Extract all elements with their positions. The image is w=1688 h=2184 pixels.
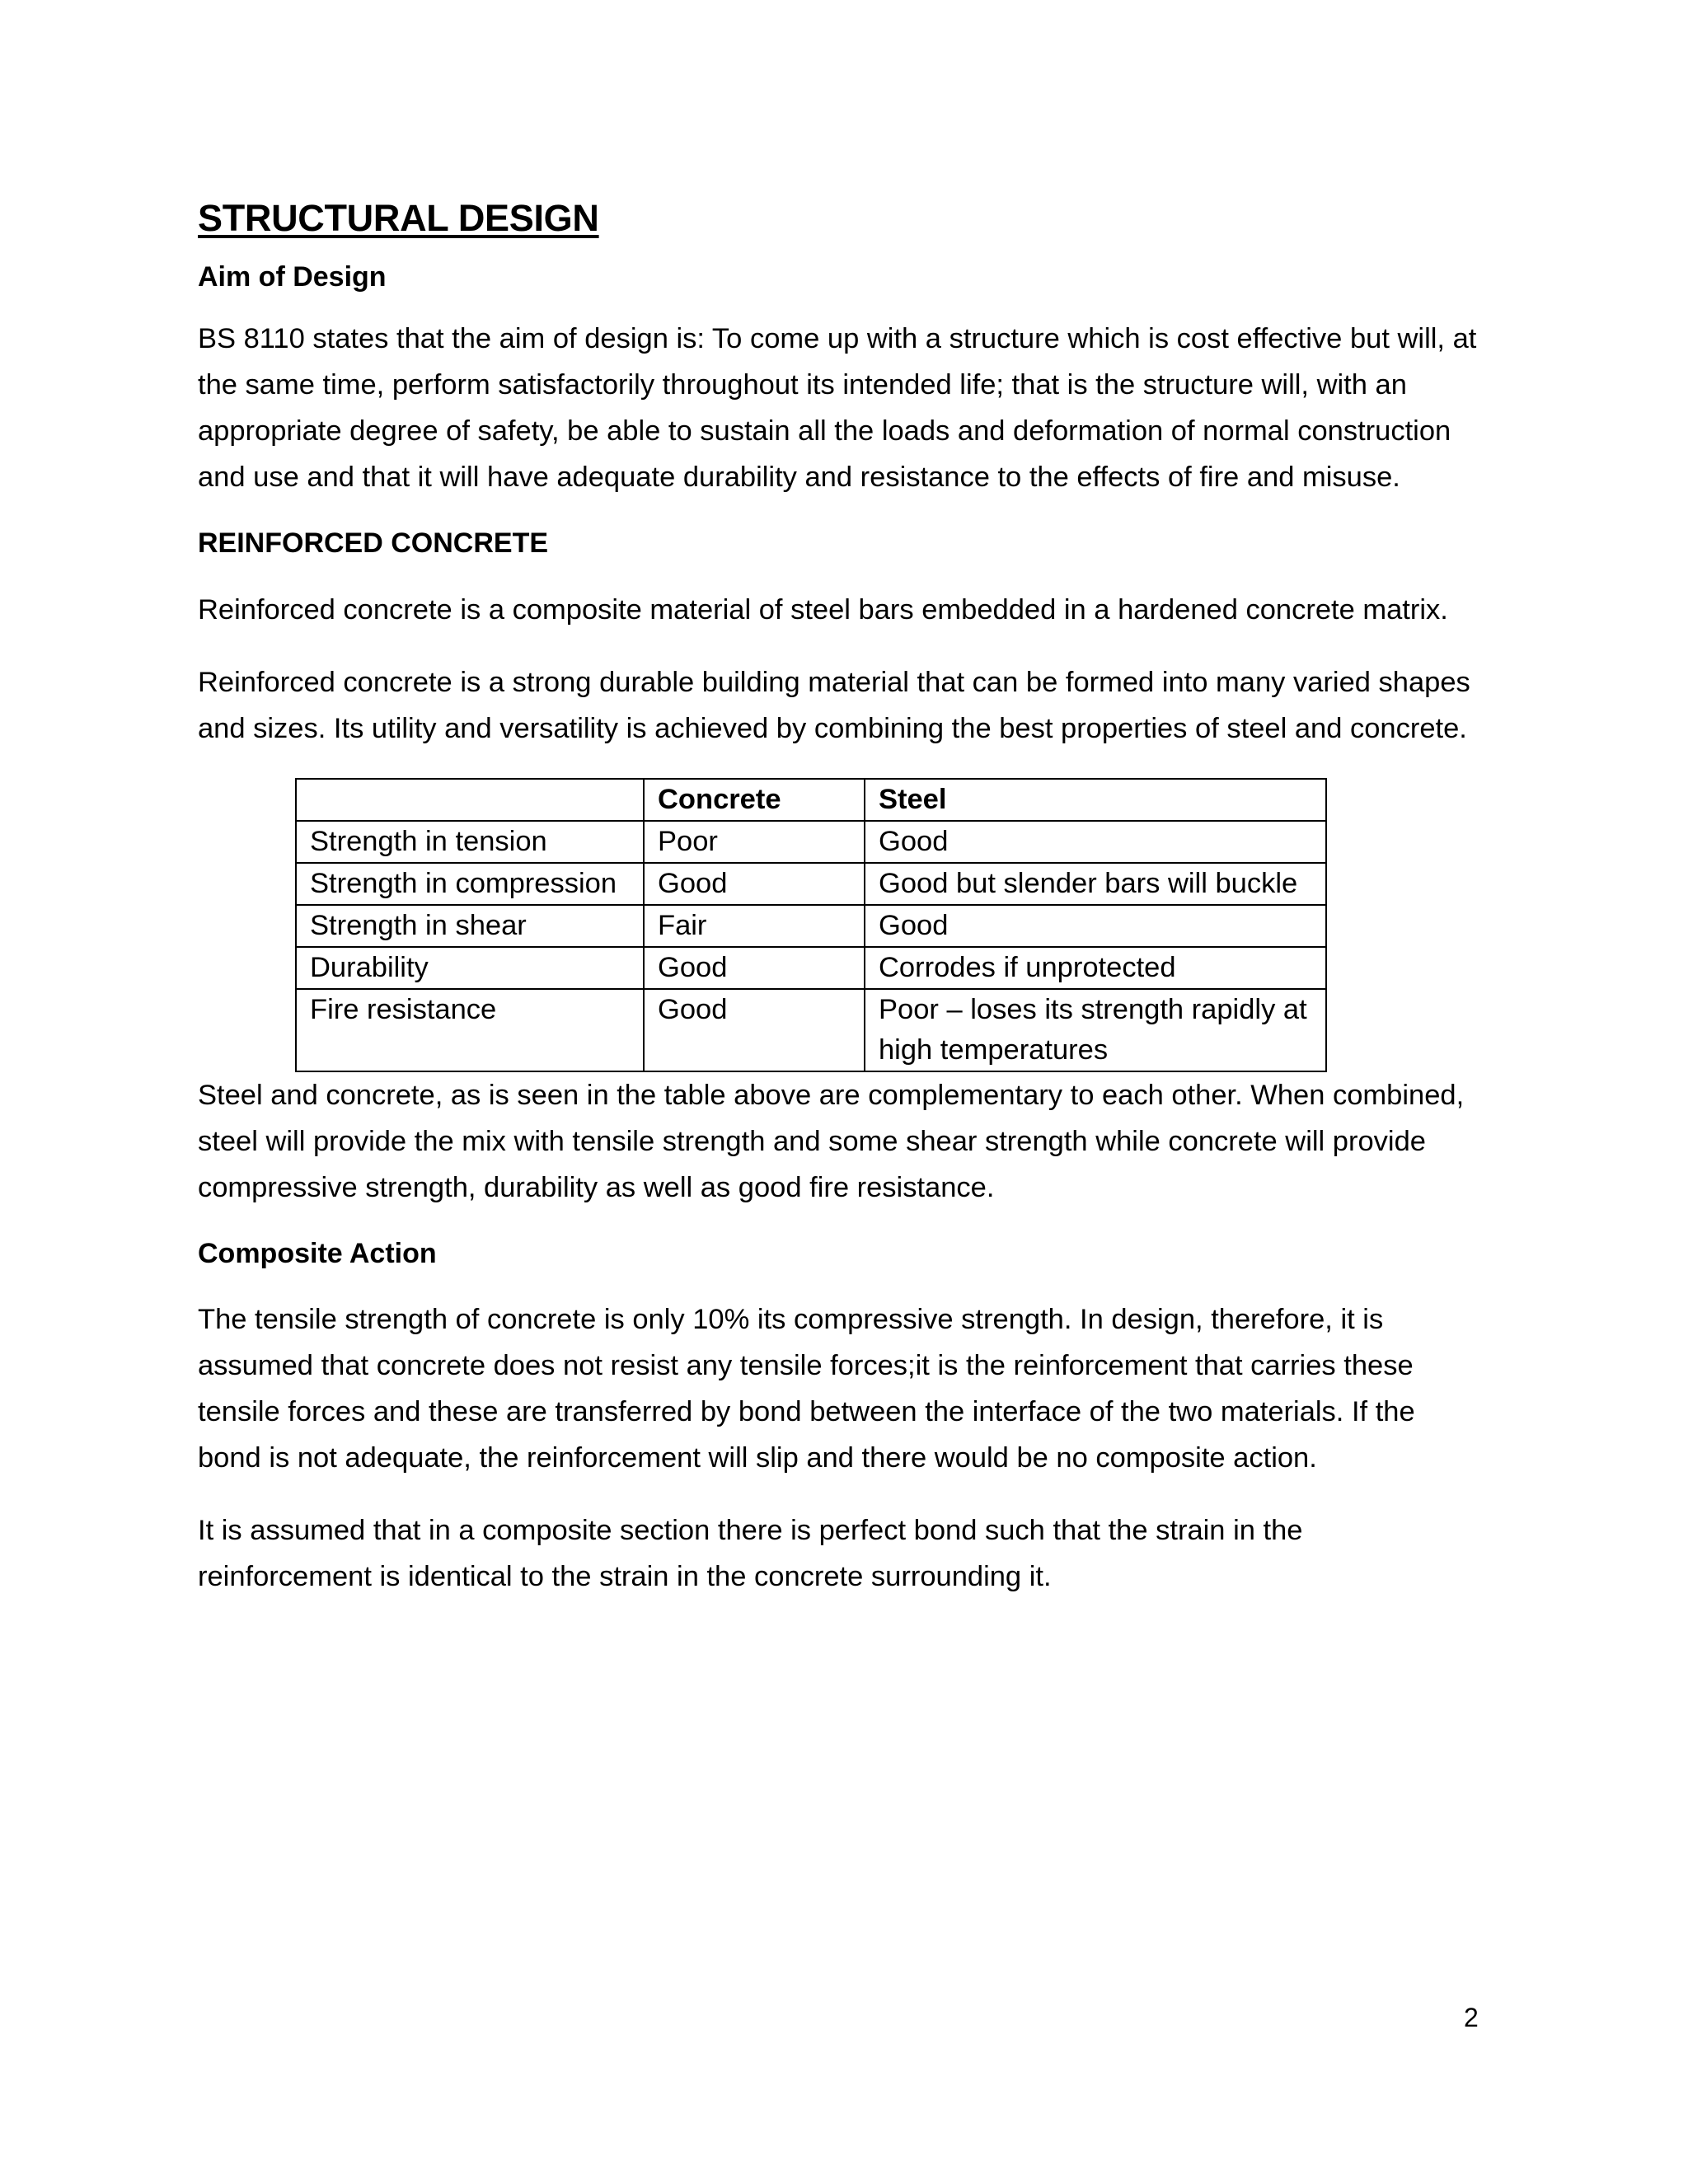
table-cell: Corrodes if unprotected: [865, 947, 1326, 989]
composite-action-heading: Composite Action: [198, 1237, 437, 1269]
page-number: 2: [1464, 2003, 1479, 2032]
after-table-paragraph: Steel and concrete, as is seen in the table above are complementary to each other. When combined, steel will provide the mix with tensile strength and some shear strength while concrete will provide compressive strength, durability as well as good fire resistance.: [198, 1079, 1465, 1203]
table-cell: Good: [644, 947, 865, 989]
page-content: [198, 196, 1484, 1626]
table-row: [296, 947, 1326, 989]
table-cell: Durability: [296, 947, 644, 989]
table-cell: Good: [865, 821, 1326, 863]
table-cell: Good: [644, 989, 865, 1071]
table-row: [296, 905, 1326, 947]
composite-paragraph-2: It is assumed that in a composite section there is perfect bond such that the strain in the reinforcement is identical to the strain in the concrete surrounding it.: [198, 1515, 1303, 1593]
table-header-cell: [296, 779, 644, 821]
table-cell: Fire resistance: [296, 989, 644, 1071]
table-cell: Fair: [644, 905, 865, 947]
page-title: STRUCTURAL DESIGN: [198, 197, 599, 239]
reinforced-concrete-heading: REINFORCED CONCRETE: [198, 527, 549, 559]
composite-paragraph-1: The tensile strength of concrete is only 10% its compressive strength. In design, therefore, it is assumed that concrete does not resist any tensile forces;it is the reinforcement that carries these tensile forces and these are transferred by bond between the interface of the two materials. If the bond is not adequate, the reinforcement will slip and there would be no composite action.: [198, 1304, 1415, 1474]
table-cell: Strength in tension: [296, 821, 644, 863]
aim-paragraph: BS 8110 states that the aim of design is: To come up with a structure which is cost effective but will, at the same time, perform satisfactorily throughout its intended life; that is the structure will, with an appropriate degree of safety, be able to sustain all the loads and deformation of normal construction and use and that it will have adequate durability and resistance to the effects of fire and misuse.: [198, 322, 1477, 493]
table-row: [296, 821, 1326, 863]
table-row: [296, 863, 1326, 905]
reinforced-paragraph-2: Reinforced concrete is a strong durable building material that can be formed into many varied shapes and sizes. Its utility and versatility is achieved by combining the best properties of steel and concrete.: [198, 666, 1470, 744]
table-header-cell: Concrete: [644, 779, 865, 821]
table-cell: Strength in shear: [296, 905, 644, 947]
table-header-cell: Steel: [865, 779, 1326, 821]
table-cell: Poor: [644, 821, 865, 863]
reinforced-paragraph-1: Reinforced concrete is a composite material of steel bars embedded in a hardened concrete matrix.: [198, 593, 1448, 626]
table-cell: Poor – loses its strength rapidly at high temperatures: [865, 989, 1326, 1071]
table-cell: Good: [865, 905, 1326, 947]
aim-heading: Aim of Design: [198, 261, 387, 293]
table-cell: Good but slender bars will buckle: [865, 863, 1326, 905]
table-cell: Good: [644, 863, 865, 905]
table-row: [296, 989, 1326, 1071]
properties-table: [295, 778, 1327, 1072]
table-cell: Strength in compression: [296, 863, 644, 905]
table-header-row: [296, 779, 1326, 821]
